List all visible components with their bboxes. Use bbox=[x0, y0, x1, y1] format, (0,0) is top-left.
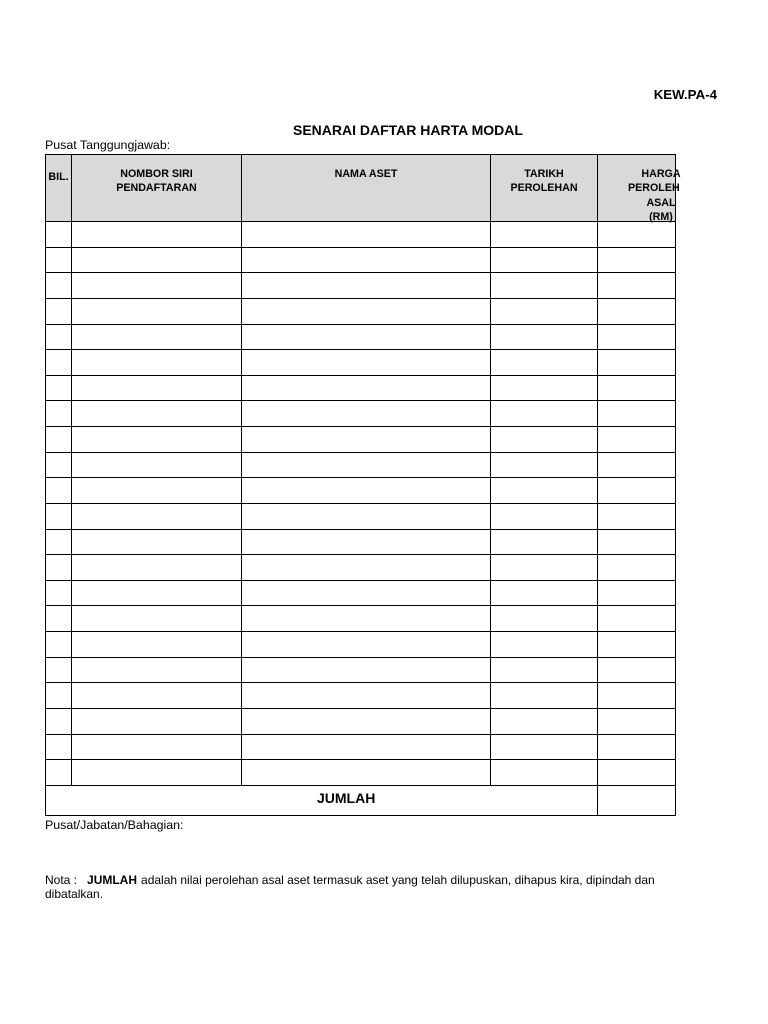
harga-cell bbox=[598, 555, 676, 581]
table-row bbox=[46, 606, 676, 632]
table-row bbox=[46, 248, 676, 274]
header-harga-line-2: PEROLEH bbox=[628, 182, 680, 195]
footnote-text-1: adalah nilai perolehan asal aset termasuk aset yang telah dilupuskan, dihapus kira, dipindah dan bbox=[141, 873, 655, 887]
nama-aset-cell bbox=[242, 376, 491, 402]
nama-aset-cell bbox=[242, 478, 491, 504]
tarikh-cell bbox=[491, 658, 598, 684]
nombor-siri-cell bbox=[72, 735, 242, 761]
nombor-siri-cell bbox=[72, 555, 242, 581]
bil-cell bbox=[46, 325, 72, 351]
harga-cell bbox=[598, 504, 676, 530]
footnote bbox=[45, 873, 655, 901]
total-label-cell bbox=[46, 786, 598, 816]
nama-aset-cell bbox=[242, 683, 491, 709]
tarikh-cell bbox=[491, 376, 598, 402]
bil-cell bbox=[46, 555, 72, 581]
tarikh-cell bbox=[491, 427, 598, 453]
nama-aset-cell bbox=[242, 427, 491, 453]
harga-cell bbox=[598, 376, 676, 402]
harga-cell bbox=[598, 299, 676, 325]
harga-cell bbox=[598, 248, 676, 274]
footnote-line-2: dibatalkan. bbox=[45, 887, 104, 901]
harga-cell bbox=[598, 350, 676, 376]
harga-cell bbox=[598, 427, 676, 453]
nama-aset-cell bbox=[242, 453, 491, 479]
nombor-siri-cell bbox=[72, 683, 242, 709]
table-row bbox=[46, 427, 676, 453]
bil-cell bbox=[46, 581, 72, 607]
tarikh-cell bbox=[491, 760, 598, 786]
tarikh-cell bbox=[491, 401, 598, 427]
tarikh-cell bbox=[491, 325, 598, 351]
bil-cell bbox=[46, 658, 72, 684]
table-row bbox=[46, 222, 676, 248]
nombor-siri-cell bbox=[72, 632, 242, 658]
header-tarikh-line-2: PEROLEHAN bbox=[510, 182, 578, 195]
nama-aset-cell bbox=[242, 350, 491, 376]
nama-aset-cell bbox=[242, 658, 491, 684]
nama-aset-cell bbox=[242, 299, 491, 325]
bil-cell bbox=[46, 427, 72, 453]
nama-aset-cell bbox=[242, 606, 491, 632]
table-row bbox=[46, 555, 676, 581]
table-row bbox=[46, 478, 676, 504]
harga-cell bbox=[598, 709, 676, 735]
header-tarikh bbox=[491, 155, 598, 222]
tarikh-cell bbox=[491, 273, 598, 299]
tarikh-cell bbox=[491, 683, 598, 709]
header-harga-line-3: ASAL bbox=[646, 196, 676, 209]
bil-cell bbox=[46, 606, 72, 632]
nombor-siri-cell bbox=[72, 248, 242, 274]
bil-cell bbox=[46, 760, 72, 786]
total-value-cell bbox=[598, 786, 676, 816]
harga-cell bbox=[598, 478, 676, 504]
nama-aset-cell bbox=[242, 222, 491, 248]
bil-cell bbox=[46, 299, 72, 325]
tarikh-cell bbox=[491, 735, 598, 761]
header-nombor-siri bbox=[72, 155, 242, 222]
harga-cell bbox=[598, 683, 676, 709]
nombor-siri-cell bbox=[72, 453, 242, 479]
nama-aset-cell bbox=[242, 530, 491, 556]
table-row bbox=[46, 632, 676, 658]
total-label: JUMLAH bbox=[317, 789, 376, 806]
nombor-siri-cell bbox=[72, 478, 242, 504]
header-bil bbox=[46, 155, 72, 222]
harga-cell bbox=[598, 530, 676, 556]
tarikh-cell bbox=[491, 632, 598, 658]
nombor-siri-cell bbox=[72, 709, 242, 735]
header-bil-label: BIL. bbox=[48, 171, 69, 183]
bil-cell bbox=[46, 350, 72, 376]
page-title: SENARAI DAFTAR HARTA MODAL bbox=[293, 122, 523, 138]
bil-cell bbox=[46, 453, 72, 479]
header-nama-aset-label: NAMA ASET bbox=[334, 168, 398, 180]
harga-cell bbox=[598, 632, 676, 658]
nombor-siri-cell bbox=[72, 222, 242, 248]
table-row bbox=[46, 376, 676, 402]
table-row bbox=[46, 350, 676, 376]
table-row bbox=[46, 581, 676, 607]
bil-cell bbox=[46, 273, 72, 299]
nama-aset-cell bbox=[242, 735, 491, 761]
bil-cell bbox=[46, 401, 72, 427]
harga-cell bbox=[598, 401, 676, 427]
bil-cell bbox=[46, 248, 72, 274]
bil-cell bbox=[46, 222, 72, 248]
table-row bbox=[46, 735, 676, 761]
table-row bbox=[46, 658, 676, 684]
header-harga-line-1: HARGA bbox=[641, 168, 681, 180]
table-row bbox=[46, 504, 676, 530]
nombor-siri-cell bbox=[72, 350, 242, 376]
header-tarikh-line-1: TARIKH bbox=[524, 168, 564, 180]
nama-aset-cell bbox=[242, 581, 491, 607]
harga-cell bbox=[598, 606, 676, 632]
harga-cell bbox=[598, 453, 676, 479]
table-row bbox=[46, 273, 676, 299]
header-nama-aset bbox=[242, 155, 491, 222]
tarikh-cell bbox=[491, 709, 598, 735]
table-row bbox=[46, 325, 676, 351]
harga-cell bbox=[598, 581, 676, 607]
nombor-siri-cell bbox=[72, 325, 242, 351]
nombor-siri-cell bbox=[72, 299, 242, 325]
harga-cell bbox=[598, 735, 676, 761]
nama-aset-cell bbox=[242, 555, 491, 581]
responsibility-center-label: Pusat Tanggungjawab: bbox=[45, 138, 171, 152]
bil-cell bbox=[46, 478, 72, 504]
nombor-siri-cell bbox=[72, 658, 242, 684]
nombor-siri-cell bbox=[72, 606, 242, 632]
tarikh-cell bbox=[491, 504, 598, 530]
bil-cell bbox=[46, 376, 72, 402]
harga-cell bbox=[598, 273, 676, 299]
nama-aset-cell bbox=[242, 504, 491, 530]
header-harga bbox=[598, 155, 681, 223]
nombor-siri-cell bbox=[72, 401, 242, 427]
header-harga-line-4: (RM) bbox=[649, 210, 673, 223]
nama-aset-cell bbox=[242, 632, 491, 658]
table-row bbox=[46, 760, 676, 786]
nama-aset-cell bbox=[242, 325, 491, 351]
bil-cell bbox=[46, 709, 72, 735]
nombor-siri-cell bbox=[72, 530, 242, 556]
nombor-siri-cell bbox=[72, 504, 242, 530]
nama-aset-cell bbox=[242, 401, 491, 427]
bil-cell bbox=[46, 504, 72, 530]
harga-cell bbox=[598, 760, 676, 786]
tarikh-cell bbox=[491, 350, 598, 376]
department-label: Pusat/Jabatan/Bahagian: bbox=[45, 818, 184, 832]
table-row bbox=[46, 453, 676, 479]
nama-aset-cell bbox=[242, 709, 491, 735]
nombor-siri-cell bbox=[72, 760, 242, 786]
asset-register-table bbox=[45, 154, 681, 816]
tarikh-cell bbox=[491, 222, 598, 248]
footnote-label: Nota : bbox=[45, 873, 78, 887]
table-row bbox=[46, 683, 676, 709]
nombor-siri-cell bbox=[72, 427, 242, 453]
header-nombor-siri-line-2: PENDAFTARAN bbox=[116, 182, 197, 195]
table-row bbox=[46, 709, 676, 735]
tarikh-cell bbox=[491, 248, 598, 274]
bil-cell bbox=[46, 530, 72, 556]
table-total-row bbox=[46, 786, 676, 816]
bil-cell bbox=[46, 632, 72, 658]
header-nombor-siri-line-1: NOMBOR SIRI bbox=[120, 168, 193, 180]
nama-aset-cell bbox=[242, 273, 491, 299]
footnote-line-1 bbox=[45, 873, 655, 887]
nombor-siri-cell bbox=[72, 273, 242, 299]
tarikh-cell bbox=[491, 555, 598, 581]
form-code: KEW.PA-4 bbox=[653, 87, 717, 102]
header-harga-text bbox=[598, 167, 724, 224]
footnote-emphasis: JUMLAH bbox=[87, 873, 138, 887]
nama-aset-cell bbox=[242, 760, 491, 786]
nama-aset-cell bbox=[242, 248, 491, 274]
nombor-siri-cell bbox=[72, 581, 242, 607]
table-row bbox=[46, 401, 676, 427]
bil-cell bbox=[46, 735, 72, 761]
bil-cell bbox=[46, 683, 72, 709]
tarikh-cell bbox=[491, 299, 598, 325]
table-row bbox=[46, 299, 676, 325]
tarikh-cell bbox=[491, 581, 598, 607]
table-header-row bbox=[46, 155, 681, 223]
nombor-siri-cell bbox=[72, 376, 242, 402]
tarikh-cell bbox=[491, 606, 598, 632]
harga-cell bbox=[598, 222, 676, 248]
tarikh-cell bbox=[491, 478, 598, 504]
harga-cell bbox=[598, 658, 676, 684]
harga-cell bbox=[598, 325, 676, 351]
tarikh-cell bbox=[491, 453, 598, 479]
tarikh-cell bbox=[491, 530, 598, 556]
table-row bbox=[46, 530, 676, 556]
